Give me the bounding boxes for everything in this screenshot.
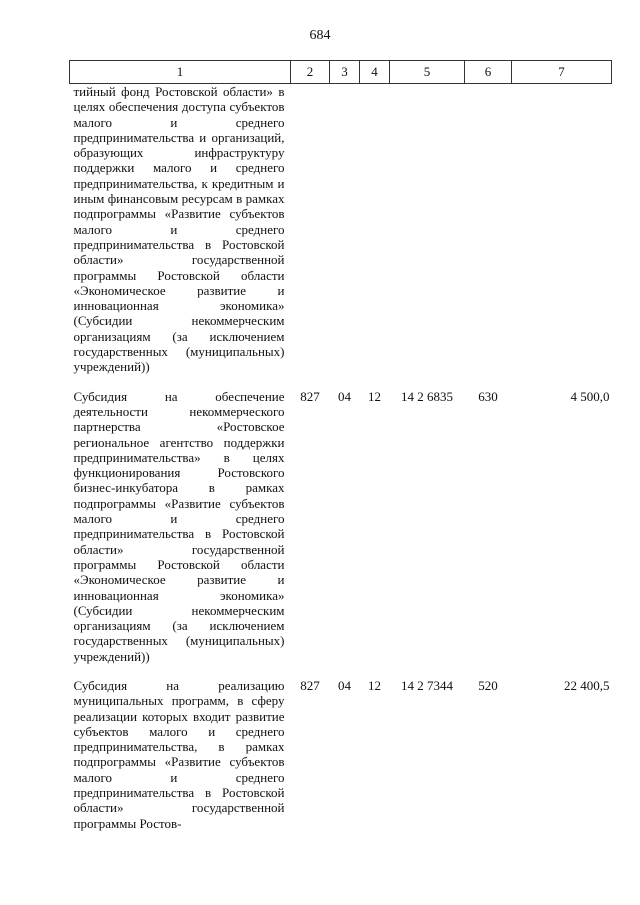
row-col-6: [465, 84, 512, 375]
row-col-2: 827: [300, 388, 320, 404]
row-col-7: 4 500,0: [570, 388, 610, 404]
column-header-2: 2: [291, 61, 330, 84]
row-col-5: [390, 84, 465, 375]
column-header-1: 1: [70, 61, 291, 84]
row-col-2: [291, 84, 330, 375]
table-row: [70, 84, 612, 375]
row-col-3: 04: [338, 388, 351, 404]
table-row: [70, 678, 612, 831]
column-header-5: 5: [390, 61, 465, 84]
row-col-6: 520: [478, 677, 498, 693]
row-col-2: 827: [300, 677, 320, 693]
row-description: Субсидия на обеспечение деятельности некоммерческого партнерства «Ростовское региональное агентство поддержки предпринимательства» в целях функционирования Ростовского бизнес-инкубатора в рамках подпрограммы «Развитие субъектов малого и среднего предпринимательства в Ростовской области» государственной программы Ростовской области «Экономическое развитие и инновационная экономика» (Субсидии некоммерческим организациям (за исключением государственных (муниципальных) учреждений)): [73, 388, 285, 664]
page-number: 684: [309, 28, 331, 43]
column-header-3: 3: [330, 61, 360, 84]
table-row: [70, 389, 612, 664]
column-header-4: 4: [360, 61, 390, 84]
row-col-4: 12: [368, 388, 381, 404]
table-header-row: [70, 61, 612, 84]
column-header-7: 7: [512, 61, 612, 84]
row-col-4: 12: [368, 677, 381, 693]
budget-table: [69, 60, 612, 831]
row-col-5: 14 2 6835: [401, 388, 453, 404]
row-spacer: [70, 375, 612, 389]
row-col-6: 630: [478, 388, 498, 404]
row-col-5: 14 2 7344: [401, 677, 453, 693]
row-description: Субсидия на реализацию муниципальных программ, в сферу реализации которых входит развитие субъектов малого и среднего предпринимательства, в рамках подпрограммы «Развитие субъектов малого и среднего предпринимательства в Ростовской области» государственной программы Ростов-: [73, 677, 285, 831]
row-col-3: [330, 84, 360, 375]
row-description: тийный фонд Ростовской области» в целях обеспечения доступа субъектов малого и среднего предпринимательства и организаций, образующих инфраструктуру поддержки малого и среднего предпринимательства, к кредитным и иным финансовым ресурсам в рамках подпрограммы «Развитие субъектов малого и среднего предпринимательства в Ростовской области» государственной программы Ростовской области «Экономическое развитие и инновационная экономика» (Субсидии некоммерческим организациям (за исключением государственных (муниципальных) учреждений)): [73, 84, 285, 375]
column-header-6: 6: [465, 61, 512, 84]
row-col-3: 04: [338, 677, 351, 693]
row-spacer: [70, 664, 612, 678]
row-col-7: [512, 84, 612, 375]
row-col-7: 22 400,5: [564, 677, 610, 693]
row-col-4: [360, 84, 390, 375]
